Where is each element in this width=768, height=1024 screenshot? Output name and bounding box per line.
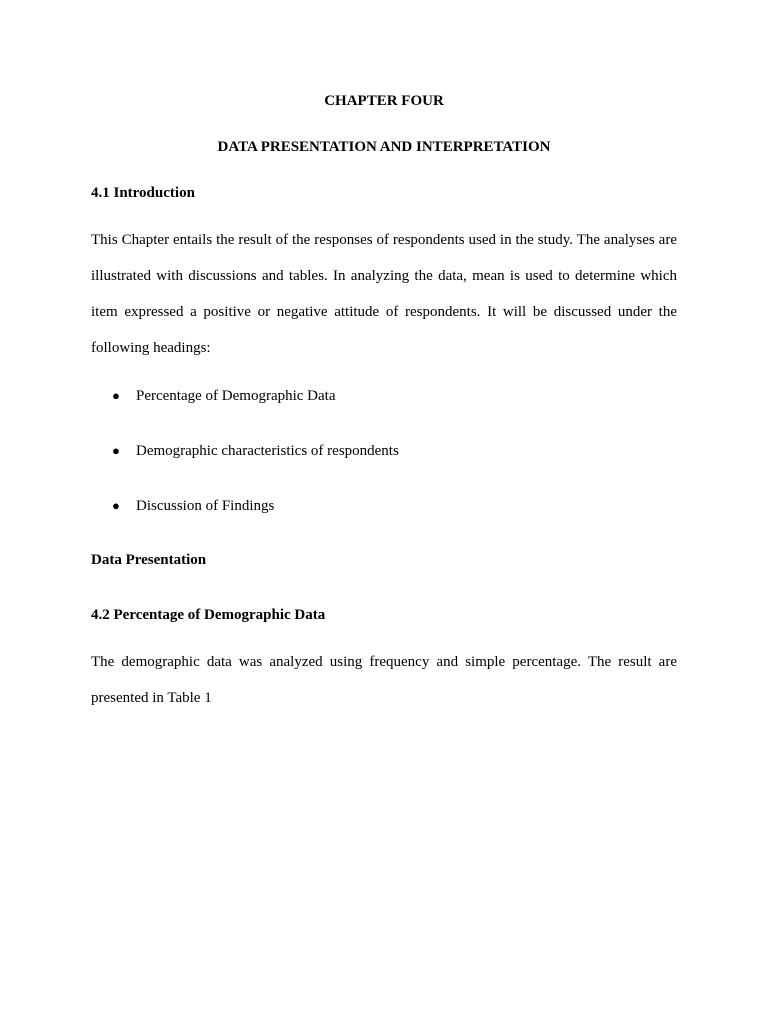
introduction-paragraph: This Chapter entails the result of the responses of respondents used in the study. The analyses are illustrated with discussions and tables. In analyzing the data, mean is used to determine which item expressed a positive or negative attitude of respondents. It will be discussed under the following headings:	[91, 232, 677, 356]
data-presentation-heading: Data Presentation	[91, 552, 207, 568]
list-item-text: Discussion of Findings	[136, 498, 275, 514]
section-heading-introduction: 4.1 Introduction	[91, 185, 195, 201]
main-title: DATA PRESENTATION AND INTERPRETATION	[217, 139, 551, 155]
bullet-icon: ●	[112, 443, 120, 458]
bullet-icon: ●	[112, 498, 120, 513]
demographic-paragraph: The demographic data was analyzed using frequency and simple percentage. The result are presented in Table 1	[91, 654, 677, 706]
list-item-text: Percentage of Demographic Data	[136, 388, 336, 404]
list-item-text: Demographic characteristics of respondents	[136, 443, 399, 459]
bullet-icon: ●	[112, 388, 120, 403]
section-heading-percentage: 4.2 Percentage of Demographic Data	[91, 607, 326, 623]
chapter-title: CHAPTER FOUR	[324, 93, 444, 109]
